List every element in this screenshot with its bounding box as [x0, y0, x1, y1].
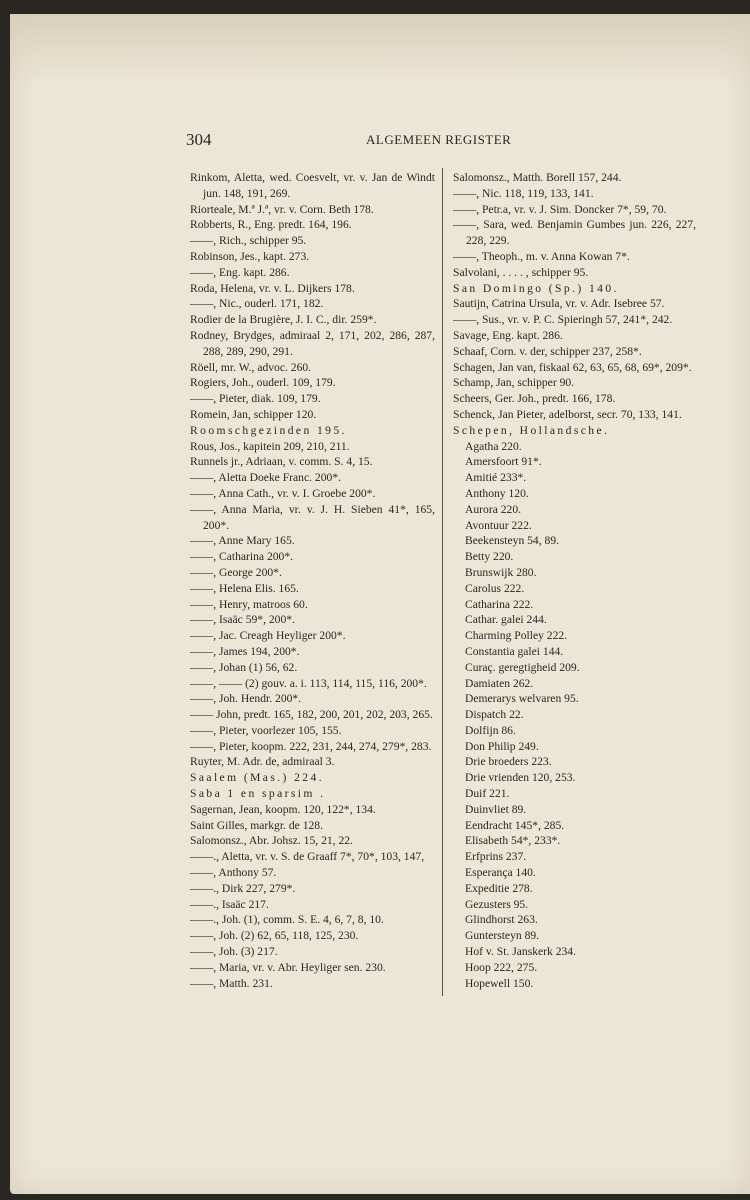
index-entry: Esperança 140. — [465, 866, 536, 880]
index-entry: Saint Gilles, markgr. de 128. — [190, 818, 323, 832]
index-entry: Schenck, Jan Pieter, adelborst, secr. 70, 133, 141. — [453, 407, 682, 421]
index-entry: Robberts, R., Eng. predt. 164, 196. — [190, 218, 352, 232]
index-entry: ——, Matth. 231. — [190, 976, 273, 990]
index-entry: ——, Pieter, voorlezer 105, 155. — [190, 723, 342, 737]
index-entry: Elisabeth 54*, 233*. — [465, 834, 561, 848]
index-entry: San Domingo (Sp.) 140. — [453, 281, 619, 295]
index-entry: Gezusters 95. — [465, 897, 529, 911]
index-entry: Betty 220. — [465, 550, 514, 564]
index-entry: ——, Joh. (2) 62, 65, 118, 125, 230. — [190, 929, 359, 943]
index-entry: Catharina 222. — [465, 597, 534, 611]
index-entry: Curaç. geregtigheid 209. — [465, 660, 580, 674]
index-entry: ——, Isaäc 59*, 200*. — [190, 613, 295, 627]
index-entry: Schepen, Hollandsche. — [453, 423, 610, 437]
index-entry: ——, Johan (1) 56, 62. — [190, 660, 298, 674]
index-entry: Hof v. St. Janskerk 234. — [465, 945, 576, 959]
index-entry: Hopewell 150. — [465, 976, 534, 990]
index-entry: Guntersteyn 89. — [465, 929, 540, 943]
page-header — [186, 130, 686, 150]
index-entry: ——, Anthony 57. — [190, 866, 277, 880]
index-entry: Runnels jr., Adriaan, v. comm. S. 4, 15. — [190, 455, 373, 469]
index-entry: ——, Helena Elis. 165. — [190, 581, 299, 595]
index-entry: ——, Sara, wed. Benjamin Gumbes jun. 226, 227, 228, 229. — [453, 218, 696, 248]
index-entry: ——, Jac. Creagh Heyliger 200*. — [190, 629, 346, 643]
index-entry: Constantia galei 144. — [465, 644, 564, 658]
index-entry: Riorteale, M.ª J.ª, vr. v. Corn. Beth 178. — [190, 202, 374, 216]
index-entry: Savage, Eng. kapt. 286. — [453, 328, 563, 342]
index-entry: Expeditie 278. — [465, 881, 533, 895]
index-entry: Dispatch 22. — [465, 708, 524, 722]
index-entry: Schamp, Jan, schipper 90. — [453, 376, 575, 390]
running-head: ALGEMEEN REGISTER — [366, 132, 512, 147]
index-entry: ——., Aletta, vr. v. S. de Graaff 7*, 70*, 103, 147, — [190, 850, 425, 864]
index-entry: ——, —— (2) gouv. a. i. 113, 114, 115, 116, 200*. — [190, 676, 427, 690]
page-top-shadow — [10, 14, 750, 84]
index-entry: Damiaten 262. — [465, 676, 534, 690]
index-entry: Glindhorst 263. — [465, 913, 538, 927]
index-entry: —— John, predt. 165, 182, 200, 201, 202, 203, 265. — [190, 708, 433, 722]
index-entry: ——, Anna Maria, vr. v. J. H. Sieben 41*, 165, 200*. — [190, 502, 435, 532]
index-entry: Salvolani, . . . . , schipper 95. — [453, 265, 589, 279]
index-entry: Erfprins 237. — [465, 850, 527, 864]
index-entry: Roda, Helena, vr. v. L. Dijkers 178. — [190, 281, 355, 295]
index-entry: Romein, Jan, schipper 120. — [190, 407, 317, 421]
index-entry: Scheers, Ger. Joh., predt. 166, 178. — [453, 392, 616, 406]
index-entry: ——, Pieter, diak. 109, 179. — [190, 392, 321, 406]
index-entry: Schagen, Jan van, fiskaal 62, 63, 65, 68, 69*, 209*. — [453, 360, 692, 374]
index-entry: Eendracht 145*, 285. — [465, 818, 565, 832]
index-entry: Dolfijn 86. — [465, 723, 516, 737]
index-entry: Agatha 220. — [465, 439, 522, 453]
index-entry: ——., Isaäc 217. — [190, 897, 269, 911]
index-column-right — [442, 170, 696, 991]
index-entry: Saalem (Mas.) 224. — [190, 771, 324, 785]
index-entry: ——, Nic., ouderl. 171, 182. — [190, 297, 324, 311]
index-entry: ——, Maria, vr. v. Abr. Heyliger sen. 230. — [190, 960, 386, 974]
index-entry: ——, James 194, 200*. — [190, 644, 300, 658]
index-entry: Demerarys welvaren 95. — [465, 692, 579, 706]
page-number: 304 — [186, 130, 212, 149]
index-entry: ——, Nic. 118, 119, 133, 141. — [453, 186, 594, 200]
index-entry: ——., Dirk 227, 279*. — [190, 881, 296, 895]
index-entry: Duif 221. — [465, 787, 510, 801]
index-entry: ——, Eng. kapt. 286. — [190, 265, 290, 279]
index-entry: Rodier de la Brugière, J. I. C., dir. 259*. — [190, 313, 377, 327]
index-entry: Don Philip 249. — [465, 739, 539, 753]
index-entry: Schaaf, Corn. v. der, schipper 237, 258*. — [453, 344, 642, 358]
index-entry: Beekensteyn 54, 89. — [465, 534, 560, 548]
index-entry: ——, Sus., vr. v. P. C. Spieringh 57, 241*, 242. — [453, 313, 673, 327]
index-entry: Sautijn, Catrina Ursula, vr. v. Adr. Isebree 57. — [453, 297, 665, 311]
index-entry: Ruyter, M. Adr. de, admiraal 3. — [190, 755, 335, 769]
index-entry: Roomschgezinden 195. — [190, 423, 347, 437]
index-entry: Rogiers, Joh., ouderl. 109, 179. — [190, 376, 336, 390]
index-entry: Salomonsz., Matth. Borell 157, 244. — [453, 171, 622, 184]
index-entry: Saba 1 en sparsim . — [190, 787, 326, 801]
index-entry: Rous, Jos., kapitein 209, 210, 211. — [190, 439, 350, 453]
index-entry: ——, Theoph., m. v. Anna Kowan 7*. — [453, 249, 630, 263]
index-entry: ——, Joh. Hendr. 200*. — [190, 692, 302, 706]
index-entry: Charming Polley 222. — [465, 629, 568, 643]
index-entry: ——., Joh. (1), comm. S. E. 4, 6, 7, 8, 10. — [190, 913, 384, 927]
index-entry: Aurora 220. — [465, 502, 522, 516]
index-entry: Anthony 120. — [465, 486, 529, 500]
index-entry: Carolus 222. — [465, 581, 525, 595]
index-entry: ——, Aletta Doeke Franc. 200*. — [190, 471, 342, 485]
index-entry: ——, Anna Cath., vr. v. I. Groebe 200*. — [190, 486, 376, 500]
index-entry: ——, Petr.a, vr. v. J. Sim. Doncker 7*, 59, 70. — [453, 202, 667, 216]
index-entry: ——, Catharina 200*. — [190, 550, 294, 564]
index-entry: ——, Henry, matroos 60. — [190, 597, 308, 611]
index-entry: Amitié 233*. — [465, 471, 527, 485]
index-entry: ——, Anne Mary 165. — [190, 534, 295, 548]
index-entry: Sagernan, Jean, koopm. 120, 122*, 134. — [190, 802, 376, 816]
index-entry: Robinson, Jes., kapt. 273. — [190, 249, 310, 263]
index-entry: ——, Pieter, koopm. 222, 231, 244, 274, 279*, 283. — [190, 739, 432, 753]
index-entry: ——, Rich., schipper 95. — [190, 234, 307, 248]
index-entry: Duinvliet 89. — [465, 802, 527, 816]
index-entry: Rinkom, Aletta, wed. Coesvelt, vr. v. Jan de Windt jun. 148, 191, 269. — [190, 171, 435, 200]
index-entry: Drie vrienden 120, 253. — [465, 771, 576, 785]
index-entry: Amersfoort 91*. — [465, 455, 542, 469]
index-entry: Rodney, Brydges, admiraal 2, 171, 202, 286, 287, 288, 289, 290, 291. — [190, 328, 435, 358]
index-entry: ——, Joh. (3) 217. — [190, 945, 278, 959]
index-entry: Drie broeders 223. — [465, 755, 552, 769]
index-entry: Avontuur 222. — [465, 518, 532, 532]
index-entry: Salomonsz., Abr. Johsz. 15, 21, 22. — [190, 834, 353, 848]
index-entry: Hoop 222, 275. — [465, 960, 538, 974]
index-column-left — [190, 170, 435, 991]
index-entry: Cathar. galei 244. — [465, 613, 547, 627]
index-entry: Röell, mr. W., advoc. 260. — [190, 360, 312, 374]
index-entry: ——, George 200*. — [190, 565, 282, 579]
index-entry: Brunswijk 280. — [465, 565, 537, 579]
